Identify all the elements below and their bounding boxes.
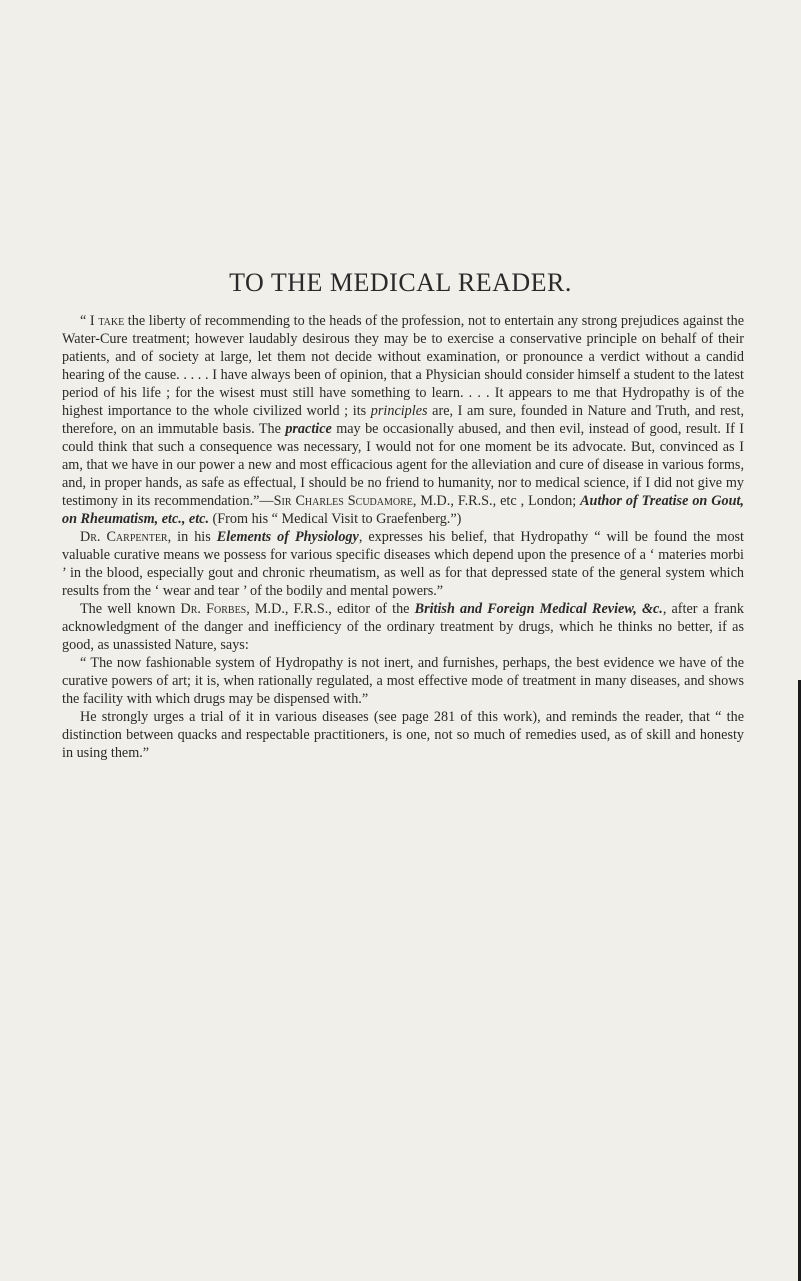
body-text xyxy=(62,312,744,762)
paragraph-text: may be occasionally abused, and then evil, instead of good, result. If I could think that such a consequence was necessary, I would not for one moment be its advocate. But, convinced as I am, that we have in our power a new and most efficacious agent for the alleviation and cure of disease in various forms, and, in proper hands, as safe as effectual, I should be no friend to humanity, nor to medical science, if I did not give my testimony in its recommendation.”— xyxy=(62,421,744,509)
opening-quote: “ I xyxy=(80,313,99,329)
book-title: Elements of Physiology xyxy=(216,529,359,545)
journal-title: British and Foreign Medical Review, &c. xyxy=(414,601,663,617)
paragraph-scudamore xyxy=(62,312,744,528)
paragraph-text: , M.D., F.R.S., editor of the xyxy=(246,601,415,617)
author-work-title: Author of Treatise on Gout, on Rheumatism, etc., etc. xyxy=(62,493,744,527)
author-name: Dr. Forbes xyxy=(180,601,247,617)
paragraph-text: (From his “ Medical Visit to Graefenberg.”) xyxy=(209,511,462,527)
page-title: TO THE MEDICAL READER. xyxy=(229,268,572,297)
paragraph-forbes-quote: “ The now fashionable system of Hydropathy is not inert, and furnishes, perhaps, the best evidence we have of the curative powers of art; it is, when rationally regulated, a most effective mode of treatment in many diseases, and shows the facility with which drugs may be dispensed with.” xyxy=(62,655,744,707)
paragraph-text: The well known xyxy=(80,601,181,617)
emphasis-practice: practice xyxy=(285,421,332,437)
paragraph-text: , in his xyxy=(167,529,217,545)
emphasis-principles: principles xyxy=(370,403,428,419)
author-name: Sir Charles Scudamore xyxy=(273,493,413,509)
paragraph-closing: He strongly urges a trial of it in various diseases (see page 281 of this work), and reminds the reader, that “ the distinction between quacks and respectable practitioners, is one, not so much of remedies used, as of skill and honesty in using them.” xyxy=(62,709,744,761)
paragraph-text: , expresses his belief, that Hydropathy “ will be found the most valuable curative means we possess for various specific diseases which depend upon the presence of a ‘ materies morbi ’ in the blood, especially gout and chronic rheumatism, as well as for that depressed state of the general system which results from the ‘ wear and tear ’ of the bodily and mental powers.” xyxy=(62,529,745,599)
paragraph-text: , after a frank acknowledgment of the danger and inefficiency of the ordinary treatment by drugs, which he thinks no better, if as good, as unassisted Nature, says: xyxy=(62,601,744,653)
paragraph-carpenter xyxy=(62,528,744,600)
paragraph-forbes xyxy=(62,600,744,654)
author-name: Dr. Carpenter xyxy=(80,529,168,545)
paragraph-text: the liberty of recommending to the heads of the profession, not to entertain any strong prejudices against the Water-Cure treatment; however laudably desirous they may be to exercise a conservative principle on behalf of their patients, and of society at large, let them not decide without examination, or pronounce a verdict without a candid hearing of the cause. . . . . I have always been of opinion, that a Physician should consider himself a student to the latest period of his life ; for the wisest must still have something to learn. . . . It appears to me that Hydropathy is of the highest importance to the whole civilized world ; its xyxy=(62,313,744,419)
paragraph-text: are, I am sure, founded in Nature and Truth, and rest, therefore, on an immutable basis. The xyxy=(62,403,745,437)
paragraph-text: , M.D., F.R.S., etc , London; xyxy=(412,493,581,509)
opening-word: take xyxy=(98,313,125,329)
